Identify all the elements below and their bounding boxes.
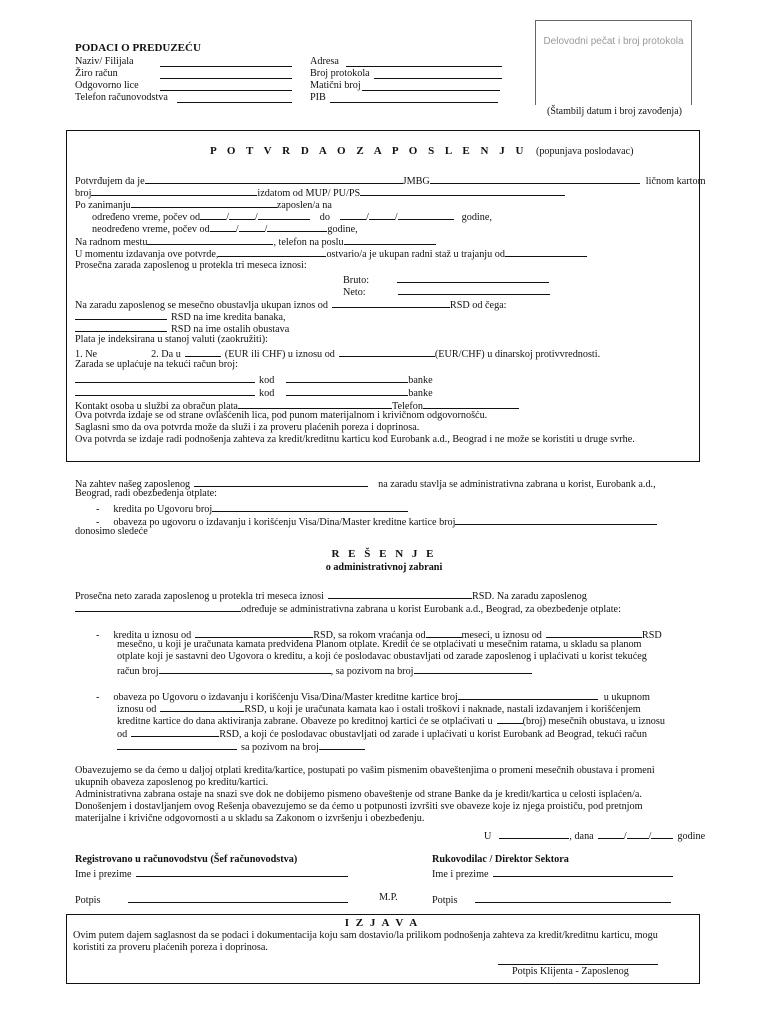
date-field[interactable] bbox=[369, 209, 395, 220]
text: Po zanimanju bbox=[75, 200, 131, 211]
account-row-2 bbox=[75, 385, 433, 399]
bullet: - bbox=[96, 692, 100, 703]
text: Na radnom mestu bbox=[75, 237, 148, 248]
text: Na zaradu zaposlenog se mesečno obustavlja ukupan iznos od bbox=[75, 300, 328, 311]
text: Bruto: bbox=[343, 275, 370, 286]
employee-name-field[interactable] bbox=[194, 476, 368, 487]
accounting-sign-row bbox=[75, 892, 348, 906]
text: JMBG bbox=[402, 176, 430, 187]
field-naziv[interactable] bbox=[75, 56, 134, 67]
protokol-line[interactable] bbox=[374, 68, 502, 79]
text: ostvario/a je ukupan radni staž u trajanju od bbox=[326, 249, 505, 260]
potvrda-title bbox=[210, 145, 634, 157]
contact-person-field[interactable] bbox=[238, 398, 392, 409]
loan-term-field[interactable] bbox=[426, 627, 462, 638]
client-signature-line[interactable] bbox=[498, 954, 658, 965]
accounting-name-field[interactable] bbox=[136, 866, 348, 877]
card-installment-field[interactable] bbox=[131, 726, 219, 737]
resenje-p5: Donošenjem i dostavljanjem ovog Rešenja obavezujemo se da ćemo u potpunosti izvršiti sve obaveze koje iz njega proističu, pod pretnjom bbox=[75, 801, 643, 812]
text: Ime i prezime bbox=[75, 869, 132, 880]
bullet: - bbox=[96, 630, 100, 641]
date-field[interactable] bbox=[267, 221, 327, 232]
kredit-line-2: mesečno, u koji je uračunata kamata predviđena Planom otplate. Kredit će se otplaćivati u mesečnim ratama, u skladu sa planom bbox=[117, 639, 642, 650]
place-field[interactable] bbox=[499, 828, 569, 839]
mp-label: M.P. bbox=[379, 892, 398, 903]
text: sa pozivom na broj bbox=[241, 742, 319, 753]
text: U momentu izdavanja ove potvrde, bbox=[75, 249, 219, 260]
date-field[interactable] bbox=[229, 209, 255, 220]
text: kod bbox=[259, 375, 275, 386]
tenure-field[interactable] bbox=[505, 246, 587, 257]
card-total-field[interactable] bbox=[160, 701, 244, 712]
neto-row bbox=[343, 284, 550, 298]
maticni-line[interactable] bbox=[362, 80, 500, 91]
field-label: Telefon računovodstva bbox=[75, 92, 168, 103]
potvrda-line-18: Ova potvrda izdaje se od strane ovlašćenih lica, pod punom materijalnom i krivičnom odgovornošću. bbox=[75, 410, 488, 421]
date-field[interactable] bbox=[598, 828, 624, 839]
izjava-line-1: Ovim putem dajem saglasnost da se podaci i dokumentacija koju sam dostavio/la prilikom podnošenja zahteva za kredit/kreditnu karticu, mogu bbox=[73, 930, 658, 941]
issued-by-field[interactable] bbox=[360, 185, 565, 196]
director-sign-row bbox=[432, 892, 671, 906]
neto-field[interactable] bbox=[398, 284, 550, 295]
text: banke bbox=[408, 375, 433, 386]
resenje-p1-line2 bbox=[75, 601, 621, 615]
field-label: Odgovorno lice bbox=[75, 80, 139, 91]
odgovorno-line[interactable] bbox=[160, 80, 292, 91]
indexed-amount-field[interactable] bbox=[339, 346, 435, 357]
loan-deduction-field[interactable] bbox=[75, 309, 167, 320]
obaveza-line-5 bbox=[117, 739, 365, 753]
reference-field[interactable] bbox=[414, 663, 532, 674]
deduction-field[interactable] bbox=[332, 297, 450, 308]
naziv-line[interactable] bbox=[160, 56, 292, 67]
occupation-field[interactable] bbox=[131, 197, 277, 208]
net-salary-field[interactable] bbox=[328, 588, 472, 599]
bank-field[interactable] bbox=[286, 372, 408, 383]
resenje-p6: materijalne i krivične odgovornosti a u skladu sa Zakonom o izvršenju i obezbeđenju. bbox=[75, 813, 425, 824]
date-field[interactable] bbox=[210, 221, 236, 232]
text: izdatom od MUP/ PU/PS bbox=[257, 188, 361, 199]
card-contract-field[interactable] bbox=[455, 514, 657, 525]
text: račun broj bbox=[117, 666, 159, 677]
director-title: Rukovodilac / Direktor Sektora bbox=[432, 854, 569, 865]
date-field[interactable] bbox=[627, 828, 649, 839]
text: (EUR ili CHF) u iznosu od bbox=[224, 349, 335, 360]
text: RSD bbox=[641, 630, 662, 641]
director-signature-field[interactable] bbox=[475, 892, 671, 903]
text: obaveza po ugovoru o izdavanju i korišćenju Visa/Dina/Master kreditne kartice broj bbox=[113, 517, 456, 528]
account-field[interactable] bbox=[75, 372, 255, 383]
potvrda-line-20: Ova potvrda se izdaje radi podnošenja zahteva za kredit/kreditnu karticu kod Eurobank a.d., Beograd i ne može se koristiti u druge svrhe. bbox=[75, 434, 635, 445]
text: RSD, a koji će poslodavac obustavljati od zarade i uplaćivati u korist Eurobank ad Beograd, tekući račun bbox=[219, 729, 647, 740]
text: kreditne kartice do dana aktiviranja zabrane. Obaveze po kreditnoj kartici će se otplaćivati u bbox=[117, 716, 493, 727]
text: godine, bbox=[461, 212, 492, 223]
potvrda-subtitle: (popunjava poslodavac) bbox=[535, 146, 634, 157]
loan-contract-field[interactable] bbox=[212, 501, 408, 512]
text: u ukupnom bbox=[603, 692, 650, 703]
text: Prosečna neto zarada zaposlenog u protekla tri meseca iznosi bbox=[75, 591, 324, 602]
text: RSD. Na zaradu zaposlenog bbox=[471, 591, 587, 602]
field-protokol-label: Broj protokola bbox=[310, 68, 370, 79]
text: određeno vreme, počev od bbox=[92, 212, 201, 223]
text: obaveza po Ugovoru o izdavanju i korišćenju Visa/Dina/Master kreditne kartice broj bbox=[113, 692, 458, 703]
date-field[interactable] bbox=[398, 209, 454, 220]
card-number-field[interactable] bbox=[458, 689, 598, 700]
contact-phone-field[interactable] bbox=[423, 398, 519, 409]
text: Neto: bbox=[343, 287, 366, 298]
text: Kontakt osoba u službi za obračun plata bbox=[75, 401, 238, 412]
text: RSD na ime ostalih obustava bbox=[171, 324, 290, 335]
kredit-line-3: otplate koji je sastavni deo Ugovora o kreditu, a koji će poslodavac obustavljati od zarade zaposlenog i uplaćivati u korist tekućeg bbox=[117, 651, 647, 662]
bullet: - bbox=[96, 504, 100, 515]
text: RSD na ime kredita banaka, bbox=[171, 312, 286, 323]
pib-line[interactable] bbox=[330, 92, 498, 103]
director-name-field[interactable] bbox=[493, 866, 673, 877]
date-field[interactable] bbox=[200, 209, 226, 220]
text: Ime i prezime bbox=[432, 869, 489, 880]
accounting-name-row bbox=[75, 866, 348, 880]
workplace-field[interactable] bbox=[147, 234, 273, 245]
text: (EUR/CHF) u dinarskoj protivvrednosti. bbox=[434, 349, 601, 360]
text: broj bbox=[75, 188, 92, 199]
field-odgovorno[interactable] bbox=[75, 80, 139, 91]
text: Potpis bbox=[75, 895, 101, 906]
text: 1. Ne bbox=[75, 349, 98, 360]
bank-field[interactable] bbox=[286, 385, 408, 396]
ziro-line[interactable] bbox=[160, 68, 292, 79]
text: kod bbox=[259, 388, 275, 399]
employee-field[interactable] bbox=[75, 601, 241, 612]
date-field[interactable] bbox=[258, 209, 310, 220]
installments-count-field[interactable] bbox=[497, 713, 523, 724]
field-adresa-label: Adresa bbox=[310, 56, 339, 67]
kredit-line-4 bbox=[117, 663, 532, 677]
company-data-title: PODACI O PREDUZEĆU bbox=[75, 42, 201, 54]
zahtev-bullet-1 bbox=[96, 501, 408, 515]
text: Telefon bbox=[391, 401, 423, 412]
obaveza-line-3 bbox=[117, 713, 665, 727]
installment-field[interactable] bbox=[546, 627, 642, 638]
resenje-p4: Administrativna zabrana ostaje na snazi sve dok ne dobijemo pismeno obaveštenje od strane Banke da je kredit/kartica u celosti isplaćen/a. bbox=[75, 789, 642, 800]
date-field[interactable] bbox=[239, 221, 265, 232]
text: meseci, u iznosu od bbox=[461, 630, 542, 641]
zahtev-bullet-2 bbox=[96, 514, 657, 528]
telefon-line[interactable] bbox=[177, 92, 292, 103]
izjava-line-2: koristiti za proveru plaćenih poreza i doprinosa. bbox=[73, 942, 268, 953]
account-field[interactable] bbox=[75, 385, 255, 396]
potvrda-line-13 bbox=[75, 346, 600, 360]
currency-field[interactable] bbox=[185, 346, 221, 357]
text: RSD od čega: bbox=[449, 300, 507, 311]
work-phone-field[interactable] bbox=[344, 234, 436, 245]
text: RSD, sa rokom vraćanja od bbox=[313, 630, 426, 641]
text: (broj) mesečnih obustava, u iznosu bbox=[522, 716, 665, 727]
potvrda-line-8: Prosečna zarada zaposlenog u protekla tri meseca iznosi: bbox=[75, 260, 307, 271]
stamp-placeholder: Delovodni pečat i broj protokola bbox=[543, 36, 684, 47]
text: od bbox=[117, 729, 128, 740]
text: , sa pozivom na broj bbox=[330, 666, 414, 677]
field-telefon[interactable] bbox=[75, 92, 168, 103]
text: , telefon na poslu bbox=[273, 237, 344, 248]
date-place-row: U , dana / / godine bbox=[484, 828, 705, 842]
text: U bbox=[484, 831, 492, 842]
other-deduction-field[interactable] bbox=[75, 321, 167, 332]
potvrda-line-4: određeno vreme, počev od / / do / / godine, bbox=[92, 209, 492, 223]
text: , dana bbox=[569, 831, 594, 842]
field-maticni-label: Matični broj bbox=[310, 80, 361, 91]
field-pib-label: PIB bbox=[310, 92, 326, 103]
jmbg-field[interactable] bbox=[430, 173, 640, 184]
text: kredita u iznosu od bbox=[113, 630, 192, 641]
accounting-signature-field[interactable] bbox=[128, 892, 348, 903]
loan-amount-field[interactable] bbox=[195, 627, 313, 638]
id-number-field[interactable] bbox=[91, 185, 257, 196]
potvrda-line-12: Plata je indeksirana u stanoj valuti (zaokružiti): bbox=[75, 334, 268, 345]
potvrda-line-5: neodređeno vreme, počev od / / godine, bbox=[92, 221, 358, 235]
stamp-box bbox=[535, 20, 692, 105]
potvrda-line-14: Zarada se uplaćuje na tekući račun broj: bbox=[75, 359, 238, 370]
accounting-title: Registrovano u računovodstvu (Šef računovodstva) bbox=[75, 854, 298, 865]
field-label: Naziv/ Filijala bbox=[75, 56, 134, 67]
text: godine bbox=[677, 831, 706, 842]
name-field[interactable] bbox=[145, 173, 403, 184]
text: 2. Da u bbox=[151, 349, 181, 360]
field-ziro[interactable] bbox=[75, 68, 118, 79]
text: RSD, u koji je uračunata kamata kao i ostali troškovi i naknade, nastali izdavanjem i korišćenjem bbox=[244, 704, 641, 715]
employment-field[interactable] bbox=[218, 246, 326, 257]
text: Potvrđujem da je bbox=[75, 176, 145, 187]
resenje-p3: ukupnih obaveza zaposlenog po kreditu/kartici. bbox=[75, 777, 269, 788]
bullet: - bbox=[96, 517, 100, 528]
account-row-1 bbox=[75, 372, 433, 386]
text: zaposlen/a na bbox=[276, 200, 332, 211]
text: Na zahtev našeg zaposlenog bbox=[75, 479, 191, 490]
card-reference-field[interactable] bbox=[319, 739, 365, 750]
text: kredita po Ugovoru broj bbox=[113, 504, 213, 515]
field-label: Žiro račun bbox=[75, 68, 118, 79]
text: iznosu od bbox=[117, 704, 157, 715]
account-field[interactable] bbox=[159, 663, 331, 674]
text: do bbox=[319, 212, 330, 223]
client-signature-label: Potpis Klijenta - Zaposlenog bbox=[512, 966, 629, 977]
text: banke bbox=[408, 388, 433, 399]
zahtev-line-5: donosimo sledeće bbox=[75, 526, 148, 537]
date-field[interactable] bbox=[340, 209, 366, 220]
resenje-subtitle: o administrativnoj zabrani bbox=[325, 562, 443, 573]
potvrda-title-text: P O T V R D A O Z A P O S L E N J U bbox=[210, 145, 528, 157]
text: Potpis bbox=[432, 895, 458, 906]
text: neodređeno vreme, počev od bbox=[92, 224, 210, 235]
resenje-p2: Obavezujemo se da ćemo u daljoj otplati kredita/kartice, postupati po vašim pismenim obaveštenjima o promeni mesečnih obustava i promeni bbox=[75, 765, 655, 776]
bruto-field[interactable] bbox=[397, 272, 549, 283]
text: na zaradu stavlja se administrativna zabrana u korist, Eurobank a.d., bbox=[378, 479, 656, 490]
stamp-caption: (Štambilj datum i broj zavođenja) bbox=[547, 106, 682, 117]
zahtev-line-2: Beograd, radi obezbeđenja otplate: bbox=[75, 488, 217, 499]
resenje-title: R E Š E N J E bbox=[331, 548, 437, 560]
potvrda-line-19: Saglasni smo da ova potvrda može da služi i za proveru plaćenih poreza i doprinosa. bbox=[75, 422, 420, 433]
resenje-p1-line1 bbox=[75, 588, 587, 602]
potvrda-line-11 bbox=[75, 321, 289, 335]
card-account-field[interactable] bbox=[117, 739, 237, 750]
director-name-row bbox=[432, 866, 673, 880]
date-field[interactable] bbox=[651, 828, 673, 839]
adresa-line[interactable] bbox=[346, 56, 502, 67]
text: godine, bbox=[327, 224, 358, 235]
izjava-title: I Z J A V A bbox=[344, 917, 420, 929]
text: određuje se administrativna zabrana u korist Eurobank a.d., Beograd, za obezbeđenje otplate: bbox=[241, 604, 621, 615]
obaveza-line-4 bbox=[117, 726, 647, 740]
potvrda-line-7 bbox=[75, 246, 587, 260]
text: ličnom kartom bbox=[645, 176, 706, 187]
